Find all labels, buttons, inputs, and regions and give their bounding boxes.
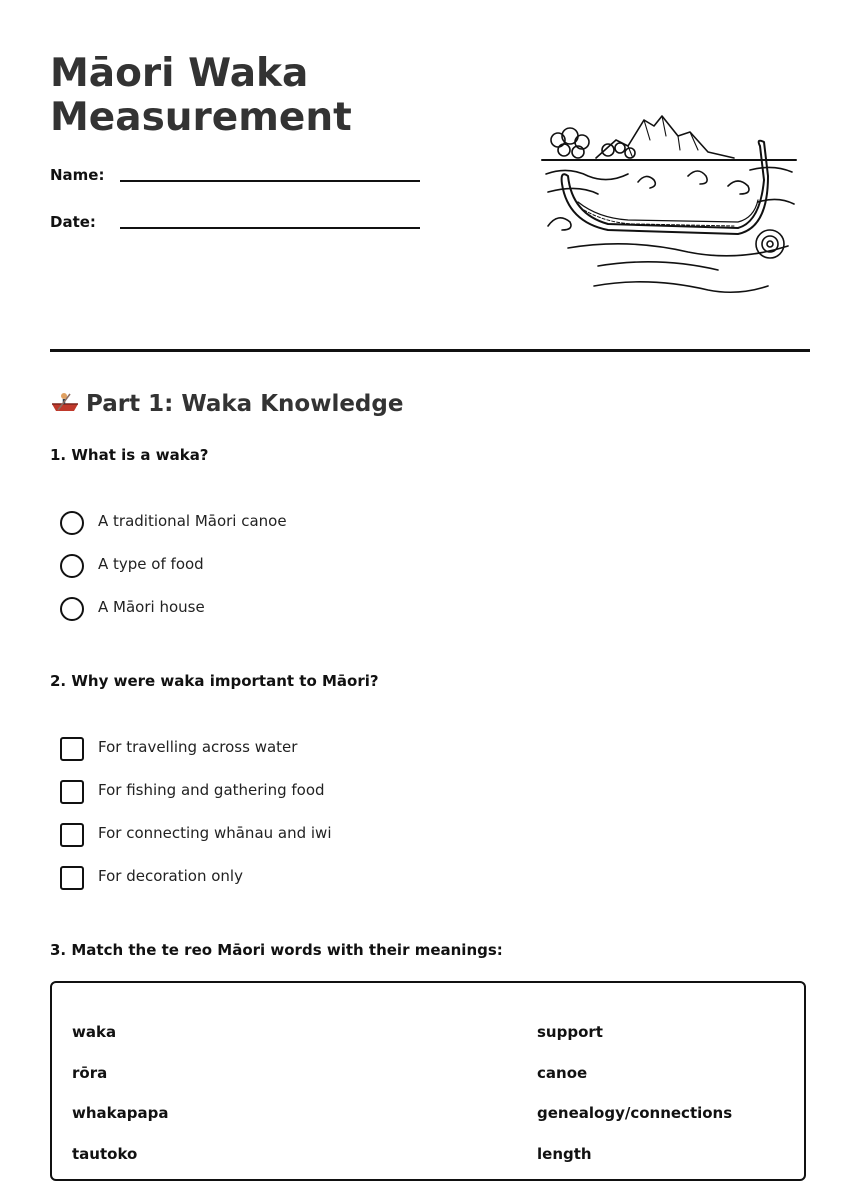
q1-option-2-label: A type of food [98,555,204,573]
part-1-heading-text: Part 1: Waka Knowledge [86,391,404,417]
part-1-heading [50,389,403,419]
question-1: 1. What is a waka? [50,446,209,464]
q1-option-1-label: A traditional Māori canoe [98,512,287,530]
waka-illustration [538,106,800,298]
q2-option-2-label: For fishing and gathering food [98,781,325,799]
match-meaning-4[interactable]: length [537,1145,592,1163]
date-write-line[interactable] [120,227,420,229]
q1-option-3-label: A Māori house [98,598,205,616]
q2-option-3-label: For connecting whānau and iwi [98,824,332,842]
q2-option-1-checkbox[interactable] [60,737,84,761]
name-label: Name: [50,166,105,184]
name-write-line[interactable] [120,180,420,182]
match-meaning-1[interactable]: support [537,1023,603,1041]
q2-option-1-label: For travelling across water [98,738,298,756]
date-label: Date: [50,213,96,231]
match-word-2[interactable]: rōra [72,1064,108,1082]
match-word-1[interactable]: waka [72,1023,117,1041]
title-line-2: Measurement [50,95,352,140]
q1-option-2-radio[interactable] [60,554,84,578]
question-2: 2. Why were waka important to Māori? [50,672,379,690]
q2-option-3-checkbox[interactable] [60,823,84,847]
match-word-3[interactable]: whakapapa [72,1104,169,1122]
rowboat-icon [50,390,80,414]
q1-option-1-radio[interactable] [60,511,84,535]
q1-option-3-radio[interactable] [60,597,84,621]
match-meaning-3[interactable]: genealogy/connections [537,1104,733,1122]
worksheet-title [50,52,470,140]
q2-option-4-checkbox[interactable] [60,866,84,890]
matching-box [50,981,806,1181]
question-3: 3. Match the te reo Māori words with their meanings: [50,941,503,959]
match-meaning-2[interactable]: canoe [537,1064,588,1082]
match-word-4[interactable]: tautoko [72,1145,138,1163]
section-divider [50,349,810,352]
q2-option-4-label: For decoration only [98,867,243,885]
q2-option-2-checkbox[interactable] [60,780,84,804]
title-line-1: Māori Waka [50,51,309,96]
